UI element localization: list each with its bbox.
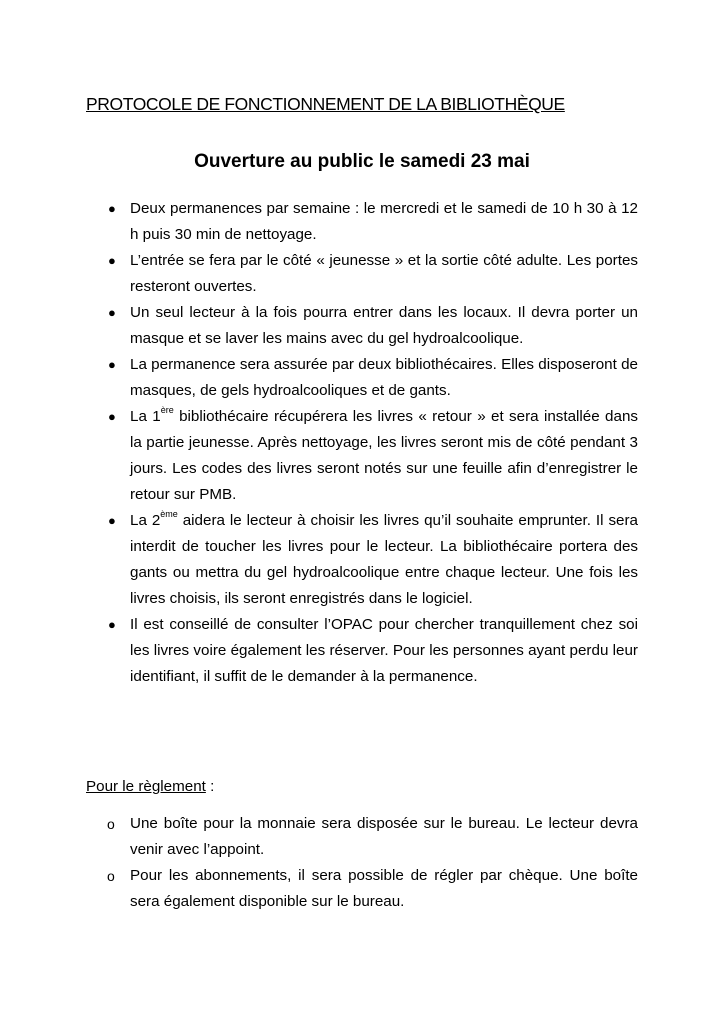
list-item xyxy=(108,248,638,300)
bullet-icon: ● xyxy=(108,253,116,268)
document-title: PROTOCOLE DE FONCTIONNEMENT DE LA BIBLIOTHÈQUE xyxy=(86,94,565,114)
list-item-text: Deux permanences par semaine : le mercredi et le samedi de 10 h 30 à 12 h puis 30 min de nettoyage. xyxy=(130,200,638,243)
list-item xyxy=(108,352,638,404)
list-item-text: La permanence sera assurée par deux bibliothécaires. Elles disposeront de masques, de gels hydroalcooliques et de gants. xyxy=(130,356,638,399)
payment-heading-colon: : xyxy=(205,778,215,795)
list-item xyxy=(108,404,638,508)
bullet-icon: ● xyxy=(108,617,116,632)
list-item-prefix: La 1 xyxy=(130,408,161,425)
bullet-icon: ● xyxy=(108,513,116,528)
list-item xyxy=(107,811,638,863)
circle-bullet-icon: o xyxy=(107,816,115,832)
payment-list xyxy=(107,811,638,915)
list-item-text: Une boîte pour la monnaie sera disposée sur le bureau. Le lecteur devra venir avec l’appoint. xyxy=(130,815,638,858)
bullet-icon: ● xyxy=(108,357,116,372)
bullet-icon: ● xyxy=(108,201,116,216)
circle-bullet-icon: o xyxy=(107,868,115,884)
list-item-text: L’entrée se fera par le côté « jeunesse » et la sortie côté adulte. Les portes resteront ouvertes. xyxy=(130,252,638,295)
list-item-text: Un seul lecteur à la fois pourra entrer dans les locaux. Il devra porter un masque et se laver les mains avec du gel hydroalcoolique. xyxy=(130,304,638,347)
ordinal-superscript: ème xyxy=(160,508,178,519)
list-item xyxy=(108,508,638,612)
bullet-icon: ● xyxy=(108,305,116,320)
list-item xyxy=(108,300,638,352)
payment-section-heading xyxy=(86,774,214,800)
document-subtitle: Ouverture au public le samedi 23 mai xyxy=(194,151,530,172)
protocol-bullet-list xyxy=(108,196,638,690)
list-item-prefix: La 2 xyxy=(130,512,161,529)
ordinal-superscript: ère xyxy=(160,404,174,415)
list-item-text: Pour les abonnements, il sera possible de régler par chèque. Une boîte sera également disponible sur le bureau. xyxy=(130,867,638,910)
list-item-text: bibliothécaire récupérera les livres « retour » et sera installée dans la partie jeunesse. Après nettoyage, les livres seront mis de côté pendant 3 jours. Les codes des livres seront notés sur une feuille afin d’enregistrer le retour sur PMB. xyxy=(130,408,638,503)
list-item-text: aidera le lecteur à choisir les livres qu’il souhaite emprunter. Il sera interdit de toucher les livres pour le lecteur. La bibliothécaire portera des gants ou mettra du gel hydroalcoolique entre chaque lecteur. Une fois les livres choisis, ils seront enregistrés dans le logiciel. xyxy=(130,512,638,607)
list-item xyxy=(107,863,638,915)
list-item-text: Il est conseillé de consulter l’OPAC pour chercher tranquillement chez soi les livres voire également les réserver. Pour les personnes ayant perdu leur identifiant, il suffit de le demander à la permanence. xyxy=(130,616,638,685)
list-item xyxy=(108,612,638,690)
bullet-icon: ● xyxy=(108,409,116,424)
payment-heading-label: Pour le règlement xyxy=(86,778,206,795)
list-item xyxy=(108,196,638,248)
